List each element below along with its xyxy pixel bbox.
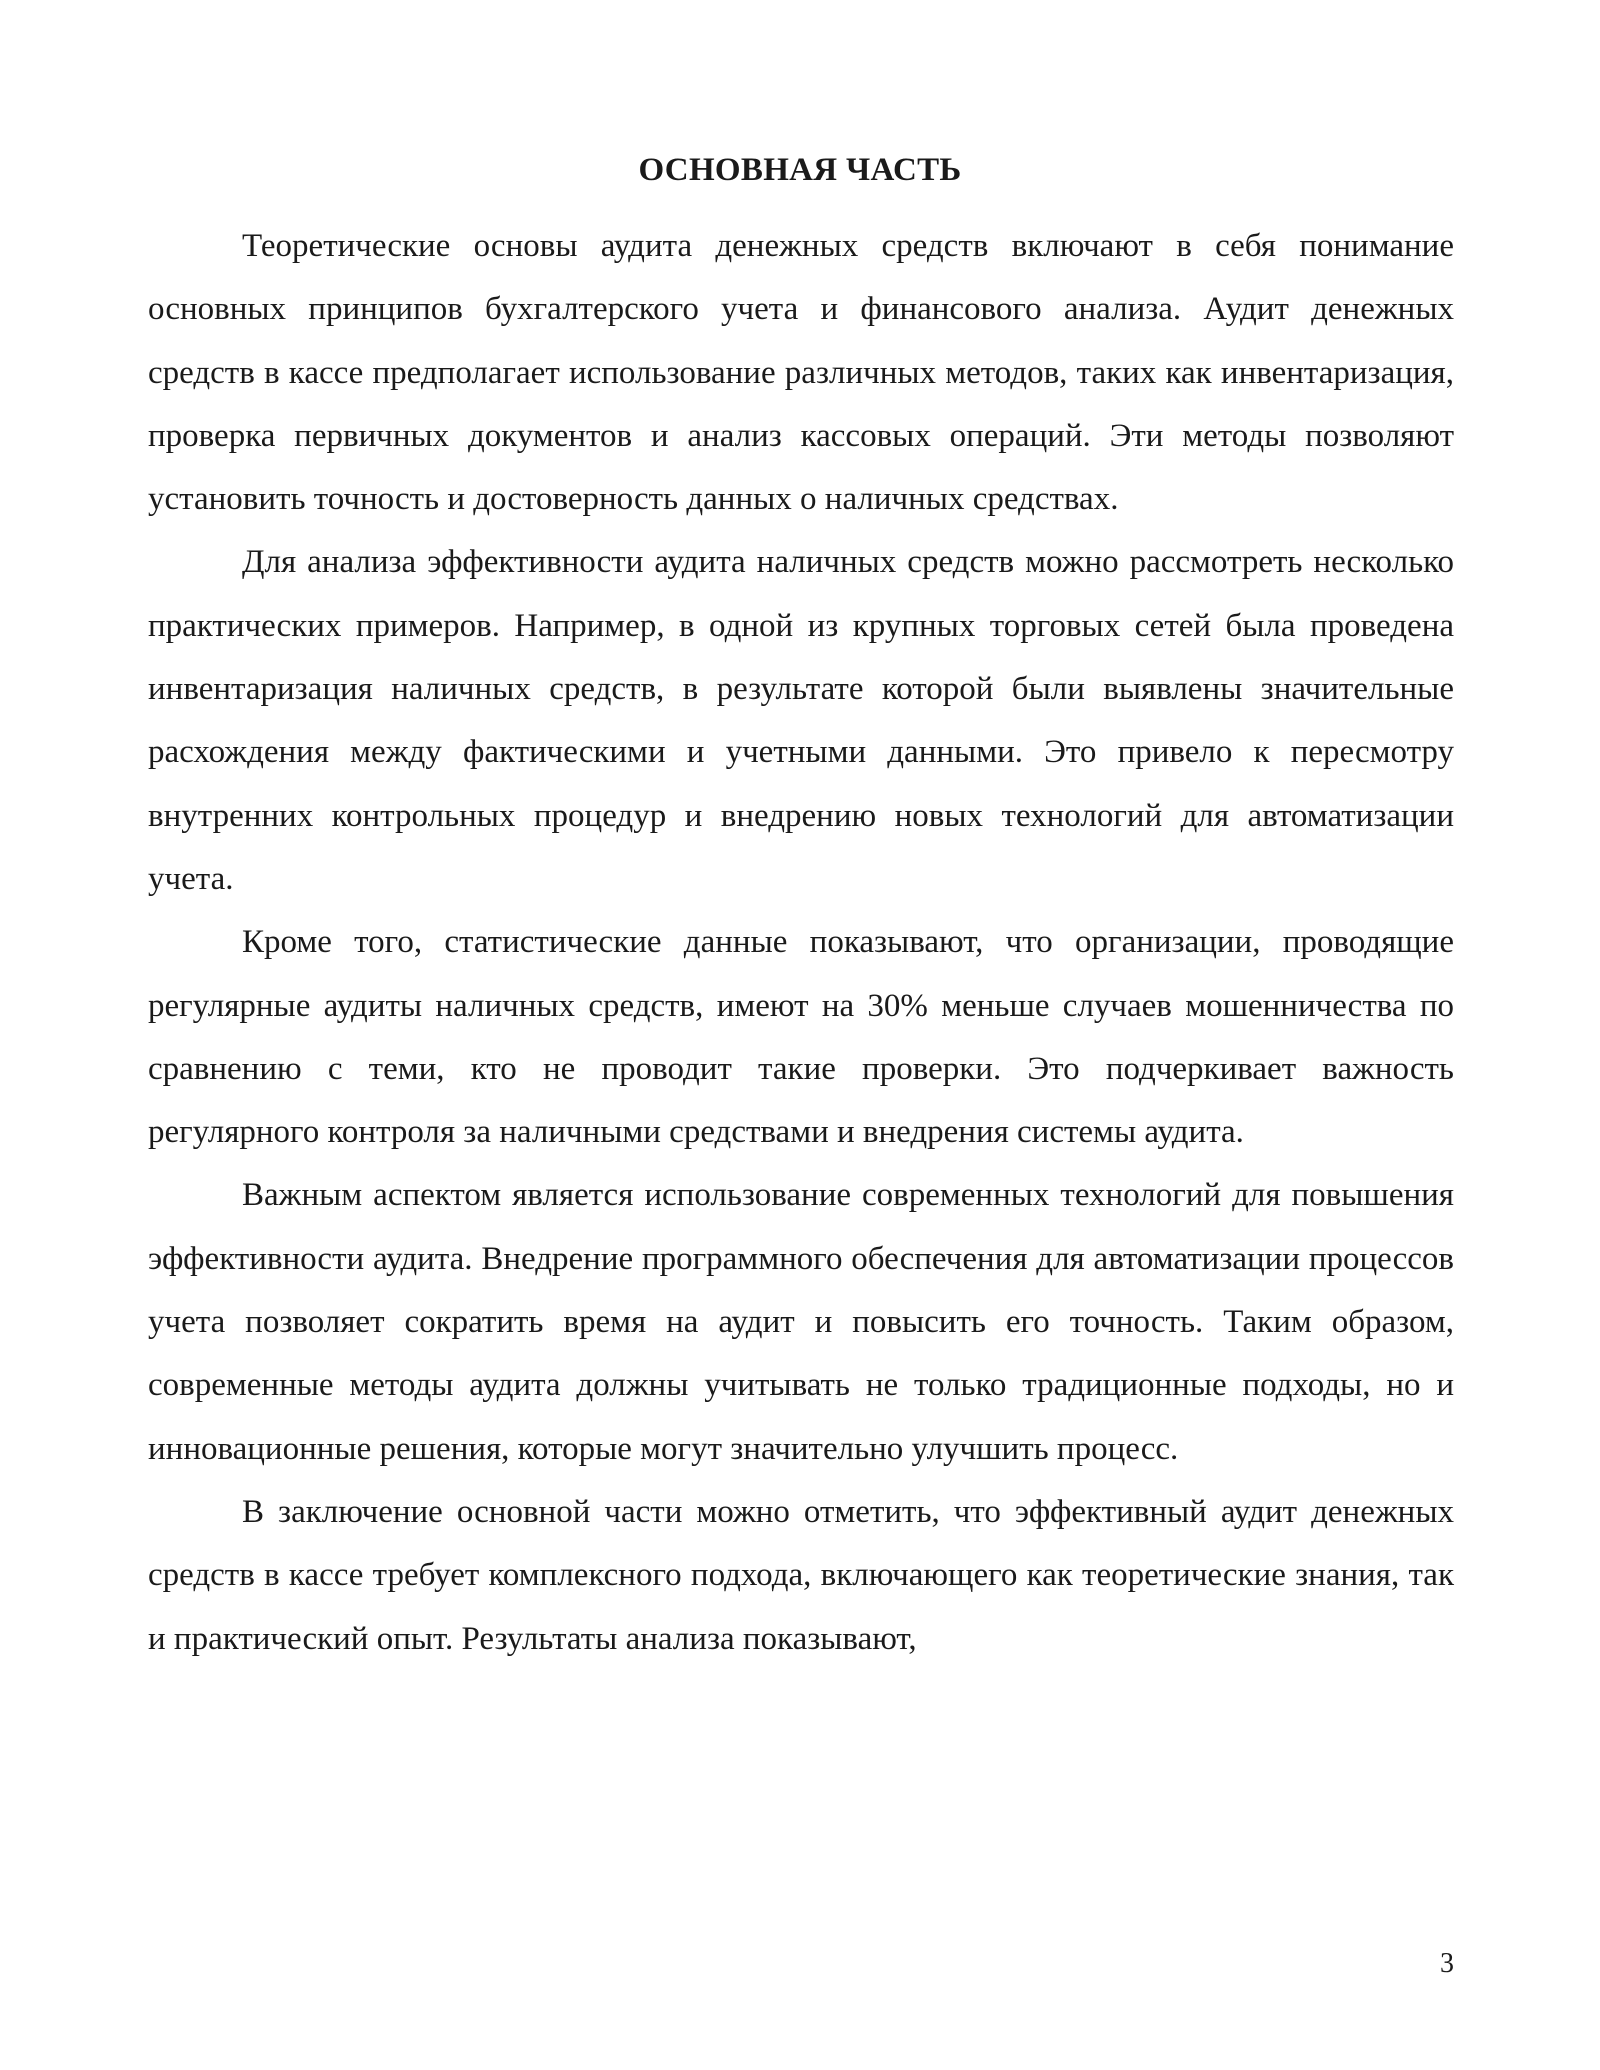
section-title: ОСНОВНАЯ ЧАСТЬ bbox=[638, 152, 962, 188]
body-text bbox=[148, 215, 1454, 1671]
paragraph-theory: Теоретические основы аудита денежных средств включают в себя понимание основных принципов бухгалтерского учета и финансового анализа. Аудит денежных средств в кассе предполагает использование различных методов, таких как инвентаризация, проверка первичных документов и анализ кассовых операций. Эти методы позволяют установить точность и достоверность данных о наличных средствах. bbox=[148, 228, 1454, 518]
paragraph-examples: Для анализа эффективности аудита наличных средств можно рассмотреть несколько практических примеров. Например, в одной из крупных торговых сетей была проведена инвентаризация наличных средств, в результате которой были выявлены значительные расхождения между фактическими и учетными данными. Это привело к пересмотру внутренних контрольных процедур и внедрению новых технологий для автоматизации учета. bbox=[148, 544, 1454, 897]
paragraph-statistics: Кроме того, статистические данные показывают, что организации, проводящие регулярные аудиты наличных средств, имеют на 30% меньше случаев мошенничества по сравнению с теми, кто не проводит такие проверки. Это подчеркивает важность регулярного контроля за наличными средствами и внедрения системы аудита. bbox=[148, 924, 1454, 1151]
paragraph-technologies: Важным аспектом является использование современных технологий для повышения эффективности аудита. Внедрение программного обеспечения для автоматизации процессов учета позволяет сократить время на аудит и повысить его точность. Таким образом, современные методы аудита должны учитывать не только традиционные подходы, но и инновационные решения, которые могут значительно улучшить процесс. bbox=[148, 1177, 1454, 1467]
paragraph-conclusion: В заключение основной части можно отметить, что эффективный аудит денежных средств в кассе требует комплексного подхода, включающего как теоретические знания, так и практический опыт. Результаты анализа показывают, bbox=[148, 1493, 1454, 1657]
page-number: 3 bbox=[1440, 1948, 1454, 1979]
